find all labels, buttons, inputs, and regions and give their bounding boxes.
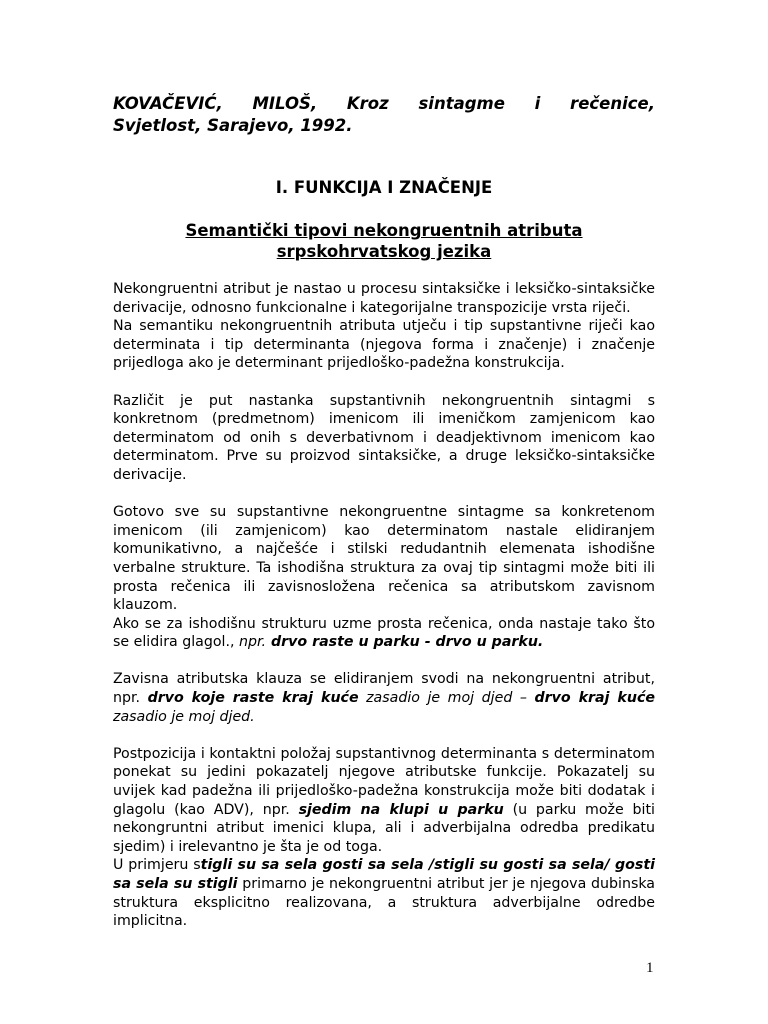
- example-phrase: tigli su sa sela gosti sa sela /stigli su gosti sa sela/ gosti sa sela su stigli: [113, 857, 655, 892]
- reference-line-1: KOVAČEVIĆ, MILOŠ, Kroz sintagme i rečenice,: [113, 94, 655, 113]
- subheading-line-1: Semantički tipovi nekongruentnih atributa: [185, 221, 583, 240]
- text-run: Ako se za ishodišnu strukturu uzme prosta rečenica, onda nastaje tako što se elidira glagol.,: [113, 615, 655, 651]
- text-run: Postpozicija i kontaktni položaj supstantivnog determinanta s determinatom ponekat su jedini pokazatelj njegove atributske funkcije. Pokazatelj su uvijek kad padežna ili prijedloško-padežna konstrukcija može biti dodatak i glagolu (kao ADV), npr.: [113, 745, 655, 818]
- example-phrase: drvo raste u parku - drvo u parku.: [266, 634, 544, 651]
- paragraph: [113, 856, 655, 930]
- text-run: zasadio je moj djed –: [358, 690, 535, 707]
- paragraph: Nekongruentni atribut je nastao u procesu sintaksičke i leksičko-sintaksičke derivacije, odnosno funkcionalne i kategorijalne transpozicije vrsta riječi.: [113, 281, 655, 316]
- paragraph: [113, 745, 655, 857]
- text-run: npr.: [239, 634, 267, 651]
- reference-line-2: Svjetlost, Sarajevo, 1992.: [113, 116, 353, 135]
- paragraph: Na semantiku nekongruentnih atributa utječu i tip supstantivne riječi kao determinata i tip determinanta (njegova forma i značenje) i značenje prijedloga ako je determinant prijedloško-padežna konstrukcija.: [113, 318, 655, 372]
- bibliographic-reference: [113, 93, 655, 137]
- text-run: U primjeru s: [113, 857, 201, 874]
- text-run: primarno je nekongruentni atribut jer je njegova dubinska struktura eksplicitno realizovana, a struktura adverbijalne odredbe implicitna.: [113, 876, 655, 930]
- example-phrase: drvo kraj kuće: [534, 690, 655, 707]
- text-run: (u parku može biti nekongruntni atribut imenici klupa, ali i adverbijalna odredba predikatu sjedim) i irelevantno je šta je od toga.: [113, 801, 655, 855]
- section-subheading: [113, 220, 655, 262]
- chapter-heading: I. FUNKCIJA I ZNAČENJE: [275, 178, 493, 197]
- example-phrase: drvo koje raste kraj kuće: [147, 690, 359, 707]
- subheading-line-2: srpskohrvatskog jezika: [276, 242, 492, 261]
- text-run: zasadio je moj djed.: [113, 708, 255, 725]
- page-number: 1: [646, 960, 654, 976]
- text-run: Zavisna atributska klauza se elidiranjem svodi na nekongruentni atribut, npr.: [113, 671, 655, 707]
- document-body: [113, 280, 655, 931]
- example-phrase: sjedim na klupi u parku: [298, 801, 504, 818]
- paragraph: [113, 615, 655, 652]
- paragraph: Različit je put nastanka supstantivnih nekongruentnih sintagmi s konkretnom (predmetnom) imenicom ili imeničkom zamjenicom kao determinatom od onih s deverbativnom i deadjektivnom imenicom kao determinatom. Prve su proizvod sintaksičke, a druge leksičko-sintaksičke derivacije.: [113, 392, 655, 483]
- paragraph: Gotovo sve su supstantivne nekongruentne sintagme sa konkretenom imenicom (ili zamjenicom) kao determinatom nastale elidiranjem komunikativno, a najčešće i stilski redudantnih elemenata ishodišne verbalne strukture. Ta ishodišna struktura za ovaj tip sintagmi može biti ili prosta rečenica ili zavisnosložena rečenica sa atributskom zavisnom klauzom.: [113, 504, 655, 614]
- paragraph: [113, 670, 655, 726]
